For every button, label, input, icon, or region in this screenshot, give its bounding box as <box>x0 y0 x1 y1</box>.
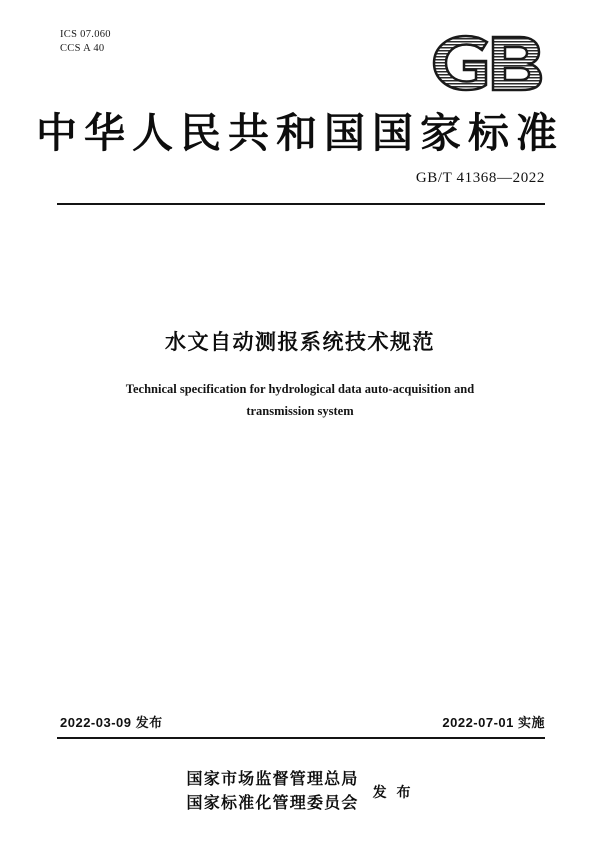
classification-codes <box>60 28 111 56</box>
effective-date: 2022-07-01 实施 <box>442 715 545 730</box>
ccs-code: CCS A 40 <box>60 43 105 54</box>
header-divider <box>57 203 545 205</box>
issuer-inner <box>187 768 414 816</box>
series-title: 中华人民共和国国家标准 <box>36 110 564 156</box>
ics-code: ICS 07.060 <box>60 29 111 40</box>
standard-number: GB/T 41368—2022 <box>415 170 545 186</box>
document-title-en-line2: transmission system <box>246 404 354 418</box>
gb-national-standard-logo-icon <box>427 32 545 94</box>
issuer-names <box>187 768 359 816</box>
document-title-cn: 水文自动测报系统技术规范 <box>165 331 435 354</box>
document-title-en <box>110 378 490 422</box>
document-title-en-line1: Technical specification for hydrological data auto-acquisition and <box>125 382 475 396</box>
date-row <box>60 712 545 730</box>
issuer-line-1: 国家市场监督管理总局 <box>186 771 359 788</box>
footer-divider <box>57 737 545 739</box>
issue-word: 发 布 <box>372 784 414 800</box>
issuer-block <box>0 768 600 816</box>
issuer-line-2: 国家标准化管理委员会 <box>186 795 359 812</box>
issue-date: 2022-03-09 发布 <box>60 715 163 730</box>
